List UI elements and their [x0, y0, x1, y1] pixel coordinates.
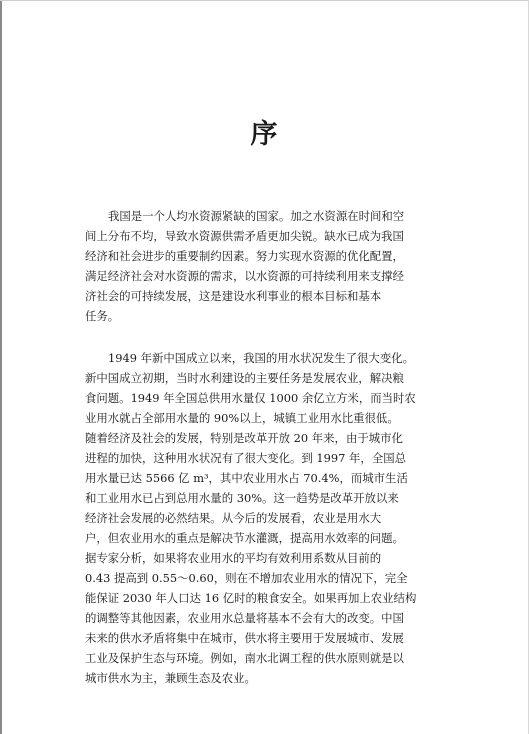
- text-line: 1949 年新中国成立以来，我国的用水状况发生了很大变化。: [108, 351, 414, 365]
- text-line: 经济社会发展的必然结果。从今后的发展看，农业是用水大: [85, 511, 382, 525]
- text-line: 城市供水为主，兼顾生态及农业。: [85, 671, 256, 685]
- text-line: 任务。: [85, 309, 120, 323]
- text-line: 随着经济及社会的发展，特别是改革开放 20 年来，由于城市化: [85, 431, 403, 445]
- page-top-border: [0, 0, 529, 1]
- text-line: 我国是一个人均水资源紧缺的国家。加之水资源在时间和空: [108, 209, 405, 223]
- text-line: 济社会的可持续发展，这是建设水利事业的根本目标和基本: [85, 289, 382, 303]
- text-line: 间上分布不均，导致水资源供需矛盾更加尖锐。缺水已成为我国: [85, 229, 404, 243]
- text-line: 户，但农业用水的重点是解决节水灌溉，提高用水效率的问题。: [85, 531, 404, 545]
- text-line: 工业及保护生态与环境。例如，南水北调工程的供水原则就是以: [85, 651, 404, 665]
- page-left-border: [0, 0, 2, 734]
- text-line: 未来的供水矛盾将集中在城市，供水将主要用于发展城市、发展: [85, 631, 404, 645]
- text-line: 业用水就占全部用水量的 90%以上，城镇工业用水比重很低。: [85, 411, 399, 425]
- paragraph-1: [85, 206, 466, 326]
- text-line: 进程的加快，这种用水状况有了很大变化。到 1997 年，全国总: [85, 451, 406, 465]
- text-line: 用水量已达 5566 亿 m³，其中农业用水占 70.4%，而城市生活: [85, 471, 408, 485]
- page-title: 序: [250, 119, 279, 150]
- text-line: 能保证 2030 年人口达 16 亿时的粮食安全。如果再加上农业结构: [85, 591, 417, 605]
- text-line: 新中国成立初期，当时水利建设的主要任务是发展农业，解决粮: [85, 371, 404, 385]
- text-line: 的调整等其他因素，农业用水总量将基本不会有大的改变。中国: [85, 611, 404, 625]
- text-line: 食问题。1949 年全国总供用水量仅 1000 余亿立方米，而当时农: [85, 391, 416, 405]
- text-line: 经济和社会进步的重要制约因素。努力实现水资源的优化配置，: [85, 249, 404, 263]
- text-line: 据专家分析，如果将农业用水的平均有效利用系数从目前的: [85, 551, 382, 565]
- paragraph-2: [85, 348, 466, 688]
- text-line: 满足经济社会对水资源的需求，以水资源的可持续利用来支撑经: [85, 269, 404, 283]
- text-line: 和工业用水已占到总用水量的 30%。这一趋势是改革开放以来: [85, 491, 399, 505]
- text-line: 0.43 提高到 0.55～0.60，则在不增加农业用水的情况下，完全: [85, 571, 408, 585]
